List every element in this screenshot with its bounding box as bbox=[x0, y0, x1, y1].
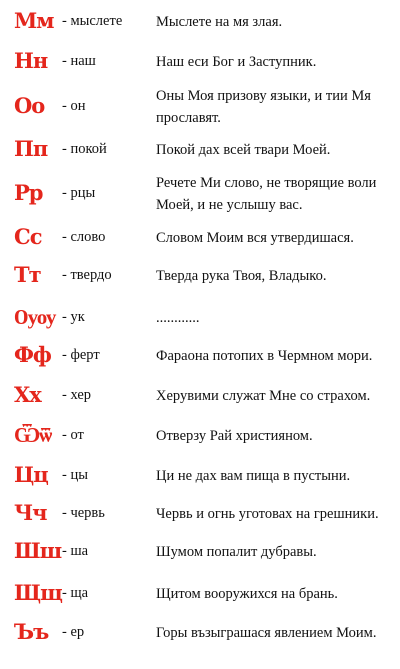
letter-glyph: Пп bbox=[14, 136, 48, 161]
letter-name: - от bbox=[62, 427, 84, 443]
letter-name: - твердо bbox=[62, 267, 112, 283]
letter-name: - мыслете bbox=[62, 13, 123, 29]
letter-phrase: Червь и огнь уготовах на грешники. bbox=[156, 506, 379, 522]
letter-phrase: Шумом попалит дубравы. bbox=[156, 544, 317, 560]
letter-glyph: Хх bbox=[14, 382, 41, 407]
letter-glyph: Мм bbox=[14, 8, 54, 33]
letter-name: - ферт bbox=[62, 347, 100, 363]
letter-name: - он bbox=[62, 98, 86, 114]
letter-glyph: Рр bbox=[14, 180, 43, 205]
letter-phrase: Словом Моим вся утвердишася. bbox=[156, 230, 354, 246]
letter-phrase: Наш еси Бог и Заступник. bbox=[156, 54, 317, 70]
letter-name: - ук bbox=[62, 309, 85, 325]
letter-name: - цы bbox=[62, 467, 88, 483]
letter-glyph: Ѿѿ bbox=[14, 422, 52, 447]
letter-phrase: Покой дах всей твари Моей. bbox=[156, 142, 331, 158]
letter-name: - покой bbox=[62, 141, 107, 157]
letter-glyph: Щщ bbox=[14, 580, 62, 605]
letter-phrase: Тверда рука Твоя, Владыко. bbox=[156, 268, 327, 284]
letter-glyph: Ъъ bbox=[14, 619, 49, 644]
letter-name: - рцы bbox=[62, 185, 96, 201]
letter-phrase: Речете Ми слово, не творящие воли Моей, и не услышу вас. bbox=[156, 175, 377, 213]
letter-name: - хер bbox=[62, 387, 92, 403]
letter-name: - ер bbox=[62, 624, 85, 640]
letter-glyph: Сс bbox=[14, 224, 42, 249]
letter-phrase: Фараона потопих в Чермном мори. bbox=[156, 348, 373, 364]
letter-glyph: Чч bbox=[14, 500, 47, 525]
letter-name: - слово bbox=[62, 229, 106, 245]
letter-glyph: Цц bbox=[14, 462, 48, 487]
letter-phrase: Горы възыграшася явлением Моим. bbox=[156, 625, 377, 641]
letter-phrase: Отверзу Рай християном. bbox=[156, 428, 313, 444]
letter-glyph: Ѹѹ bbox=[14, 304, 56, 329]
letter-name: - червь bbox=[62, 505, 105, 521]
letter-phrase: ............ bbox=[156, 310, 200, 326]
letter-phrase: Оны Моя призову языки, и тии Мя прославят. bbox=[156, 88, 371, 126]
letter-glyph: Тт bbox=[14, 262, 41, 287]
letter-phrase: Херувими служат Мне со страхом. bbox=[156, 388, 371, 404]
letter-name: - ша bbox=[62, 543, 89, 559]
letter-glyph: Шш bbox=[14, 538, 62, 563]
letter-name: - ща bbox=[62, 585, 89, 601]
letter-name: - наш bbox=[62, 53, 96, 69]
letter-phrase: Ци не дах вам пища в пустыни. bbox=[156, 468, 351, 484]
letter-phrase: Мыслете на мя злая. bbox=[156, 14, 283, 30]
letter-glyph: Оо bbox=[14, 93, 45, 118]
letter-glyph: Фф bbox=[14, 342, 51, 367]
letter-glyph: Нн bbox=[14, 48, 48, 73]
letter-phrase: Щитом вооружихся на брань. bbox=[156, 586, 338, 602]
